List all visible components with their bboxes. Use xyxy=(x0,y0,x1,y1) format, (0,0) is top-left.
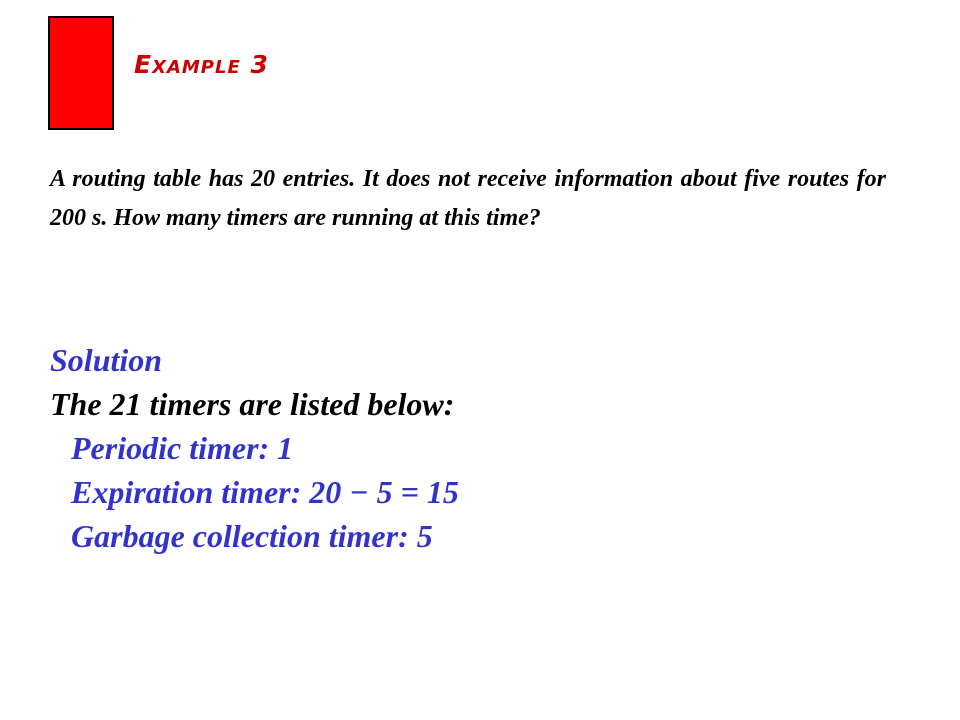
solution-intro: The 21 timers are listed below: xyxy=(50,386,455,422)
periodic-timer-line: Periodic timer: 1 xyxy=(71,430,294,466)
red-accent-block xyxy=(48,16,114,130)
solution-heading: Solution xyxy=(50,342,163,378)
problem-statement: A routing table has 20 entries. It does not receive information about five routes for 200 s. How many timers are running at this time? xyxy=(50,166,886,231)
garbage-collection-timer-line: Garbage collection timer: 5 xyxy=(71,518,433,554)
expiration-timer-line: Expiration timer: 20 − 5 = 15 xyxy=(71,474,459,510)
solution-section xyxy=(50,338,910,558)
example-title: Example 3 xyxy=(134,50,269,79)
